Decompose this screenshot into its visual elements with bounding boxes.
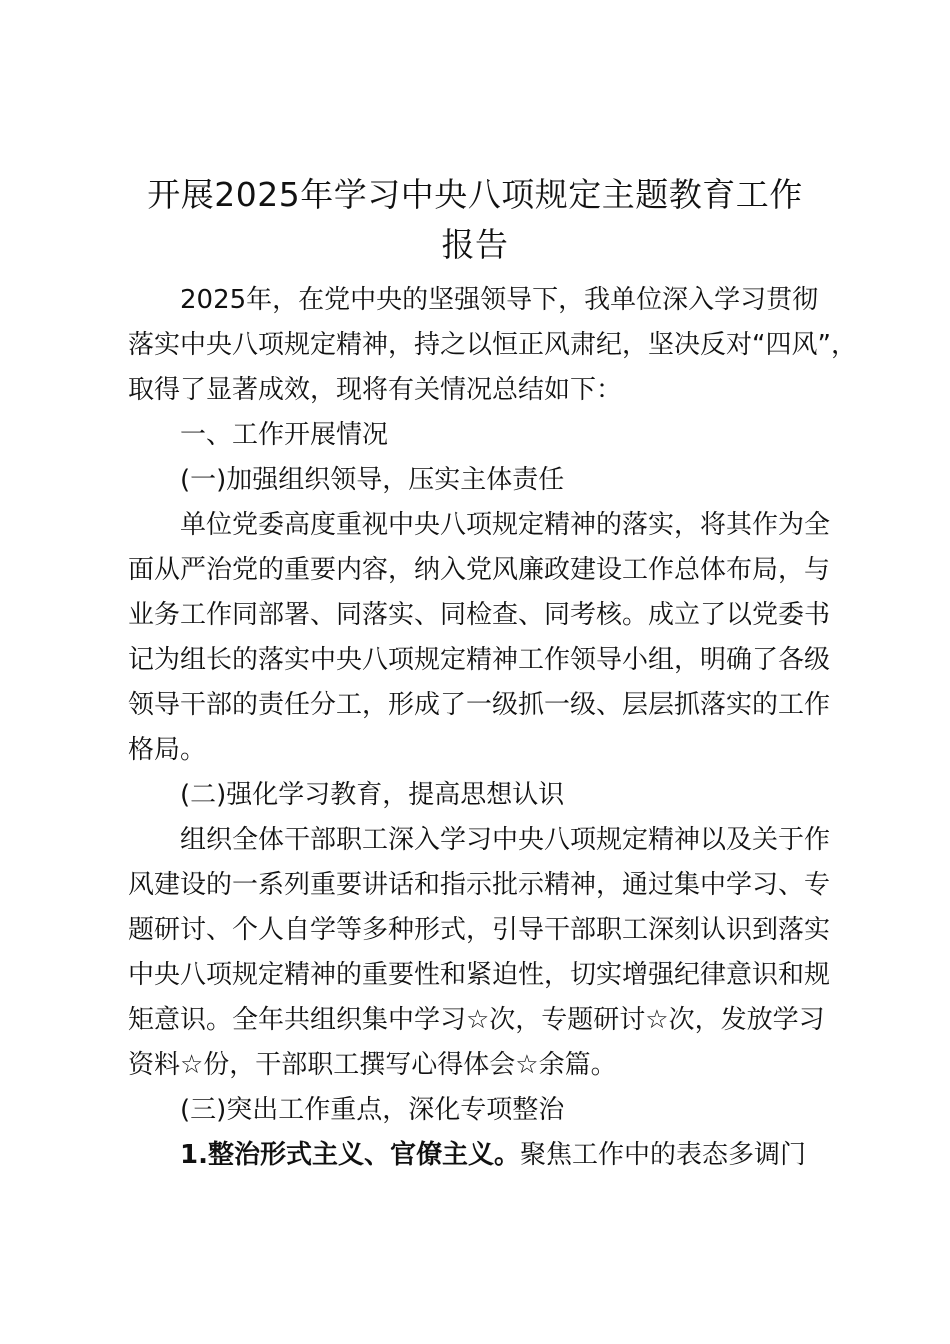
document-body <box>128 278 857 1178</box>
paragraph-1-line-4: 记为组长的落实中央八项规定精神工作领导小组，明确了各级 <box>128 645 831 675</box>
title-line-2: 报告 <box>441 225 509 264</box>
paragraph-2-line-3: 题研讨、个人自学等多种形式，引导干部职工深刻认识到落实 <box>128 915 831 945</box>
paragraph-1-line-5: 领导干部的责任分工，形成了一级抓一级、层层抓落实的工作 <box>128 690 831 720</box>
section-heading-1: 一、工作开展情况 <box>180 420 389 450</box>
paragraph-1-line-2: 面从严治党的重要内容，纳入党风廉政建设工作总体布局，与 <box>128 555 831 585</box>
paragraph-1-line-3: 业务工作同部署、同落实、同检查、同考核。成立了以党委书 <box>128 600 831 630</box>
title-line-1: 开展2025年学习中央八项规定主题教育工作 <box>147 175 803 214</box>
subsection-heading-2: (二)强化学习教育，提高思想认识 <box>180 780 565 810</box>
subsection-heading-3: (三)突出工作重点，深化专项整治 <box>180 1095 565 1125</box>
item-1-heading: 1.整治形式主义、官僚主义。 <box>180 1140 520 1170</box>
paragraph-2-line-1: 组织全体干部职工深入学习中央八项规定精神以及关于作 <box>180 825 831 855</box>
paragraph-intro-line-2: 落实中央八项规定精神，持之以恒正风肃纪，坚决反对“四风”， <box>128 330 857 360</box>
paragraph-1-line-1: 单位党委高度重视中央八项规定精神的落实，将其作为全 <box>180 510 831 540</box>
paragraph-2-line-6: 资料☆份，干部职工撰写心得体会☆余篇。 <box>128 1050 617 1080</box>
item-1-text: 聚焦工作中的表态多调门 <box>519 1140 806 1170</box>
document-title <box>110 170 840 270</box>
paragraph-3-line-1 <box>128 1133 828 1178</box>
paragraph-2-line-5: 矩意识。全年共组织集中学习☆次，专题研讨☆次，发放学习 <box>128 1005 825 1035</box>
subsection-heading-1: (一)加强组织领导，压实主体责任 <box>180 465 565 495</box>
paragraph-2-line-4: 中央八项规定精神的重要性和紧迫性，切实增强纪律意识和规 <box>128 960 831 990</box>
paragraph-1-line-6: 格局。 <box>128 735 207 765</box>
paragraph-2-line-2: 风建设的一系列重要讲话和指示批示精神，通过集中学习、专 <box>128 870 831 900</box>
paragraph-intro-line-1: 2025年，在党中央的坚强领导下，我单位深入学习贯彻 <box>180 285 819 315</box>
paragraph-intro-line-3: 取得了显著成效，现将有关情况总结如下： <box>128 375 623 405</box>
